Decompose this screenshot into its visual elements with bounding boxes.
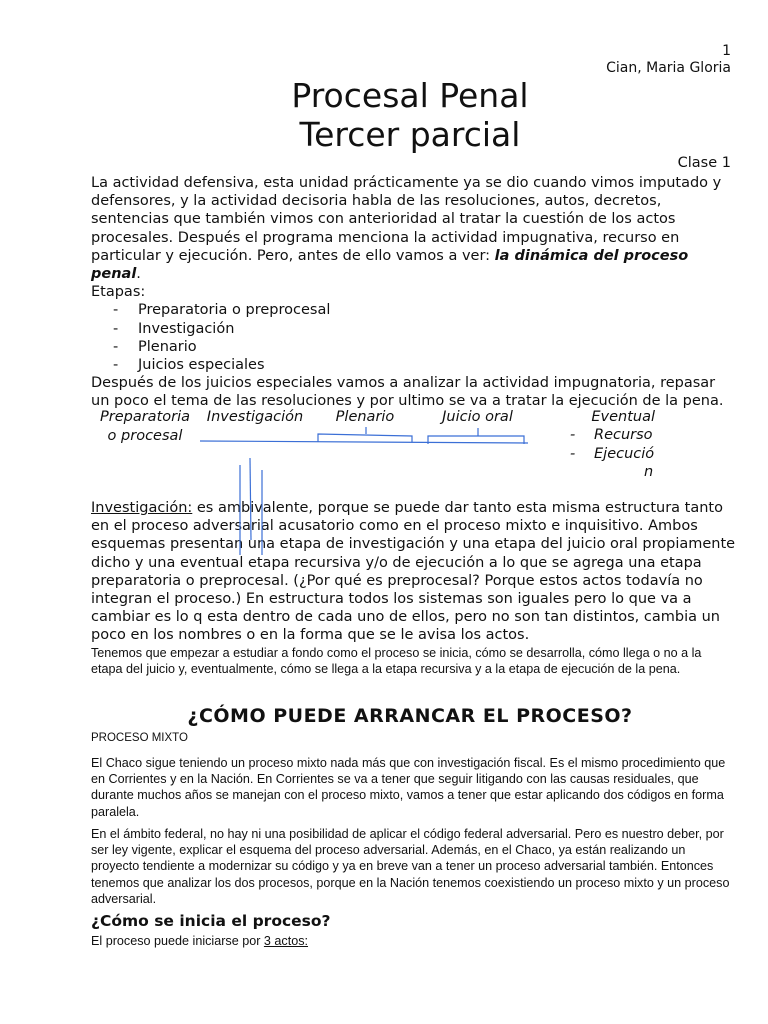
diagram-eventual-list [570, 426, 660, 482]
document-title: Procesal Penal [291, 76, 529, 115]
intro-paragraph: La actividad defensiva, esta unidad prácticamente ya se dio cuando vimos imputado y defensores, y la actividad decisoria habla de las resoluciones, autos, decretos, sentencias que también vimos con anterioridad al tratar la cuestión de los actos procesales. Después el programa menciona la actividad impugnativa, recurso en particular y ejecución. Pero, antes de ello vamos a ver: la dinámica del proceso penal. [91, 175, 722, 283]
etapas-list [91, 301, 736, 374]
list-item: - Ejecució [570, 445, 655, 462]
list-item: n [644, 464, 654, 480]
list-item: - Investigación [113, 320, 235, 337]
list-item: - Plenario [113, 338, 197, 355]
investigacion-paragraph: Investigación: es ambivalente, porque se puede dar tanto esta misma estructura tanto en el proceso adversarial acusatorio como en el proceso mixto e inquisitivo. Ambos esquemas presentan una etapa de investigación y una etapa del juicio oral propiamente dicho y una eventual etapa recursiva y/o de ejecución a lo que se agrega una etapa preparatoria o preprocesal. (¿Por qué es preprocesal? Porque estos actos todavía no integran el proceso.) En estructura todos los sistemas son iguales pero lo que va a cambiar es lo q esta dentro de cada uno de ellos, pero no son tan distintos, cambia un poco en los nombres o en la forma que se le avisa los actos. [91, 500, 736, 644]
page-number: 1 [722, 43, 731, 59]
tenemos-paragraph: Tenemos que empezar a estudiar a fondo como el proceso se inicia, cómo se desarrolla, cómo llega o no a la etapa del juicio y, eventualmente, cómo se llega a la etapa recursiva y a la etapa de ejecución de la pena. [91, 646, 702, 677]
after-list-paragraph: Después de los juicios especiales vamos a analizar la actividad impugnatoria, repasar un poco el tema de las resoluciones y por ultimo se va a tratar la ejecución de la pena. [91, 375, 724, 410]
etapas-label: Etapas: [91, 284, 146, 301]
intro-emphasis: la dinámica del proceso penal [91, 247, 689, 283]
document-subtitle: Tercer parcial [299, 115, 521, 154]
para-chaco: El Chaco sigue teniendo un proceso mixto nada más que con investigación fiscal. Es el mismo procedimiento que en Corrientes y en la Nación. En Corrientes se va a tener que seguir litigando con las causas residuales, que durante muchos años se manejan con el proceso mixto, vamos a tener que estar aplicando dos códigos en forma paralela. [91, 756, 726, 819]
list-item: - Recurso [570, 427, 653, 443]
list-item: - Juicios especiales [113, 357, 265, 374]
para-federal: En el ámbito federal, no hay ni una posibilidad de aplicar el código federal adversarial. Pero es nuestro deber, por ser ley vigente, explicar el esquema del proceso adversarial. Además, en el Chaco, ya están realizando un proyecto tendiente a modernizar su código y ya en breve van a tener un proceso adversarial también. Entonces tenemos que analizar los dos procesos, porque en la Nación tenemos coexistiendo un proceso mixto y un proceso adversarial. [91, 827, 730, 906]
intro-section [91, 174, 736, 411]
investigacion-section [91, 499, 736, 645]
underlined-actos: 3 actos: [263, 934, 309, 948]
class-label: Clase 1 [677, 155, 731, 171]
diagram-col-plenario: Plenario [335, 409, 395, 425]
diagram-col-investigacion: Investigación [206, 409, 304, 425]
author-name: Cian, Maria Gloria [606, 60, 731, 76]
investigacion-label: Investigación: [91, 500, 193, 516]
diagram-col-preparatoria: Preparatoria o procesal [100, 409, 190, 444]
diagram-col-eventual: Eventual [591, 409, 655, 425]
stages-diagram [0, 405, 768, 495]
subsection-label: PROCESO MIXTO [91, 732, 188, 744]
subsection-heading: ¿Cómo se inicia el proceso? [91, 912, 331, 930]
list-item: - Preparatoria o preprocesal [113, 302, 331, 319]
section-heading: ¿CÓMO PUEDE ARRANCAR EL PROCESO? [187, 705, 633, 727]
last-line: El proceso puede iniciarse por 3 actos: [91, 934, 309, 948]
diagram-col-juicio-oral: Juicio oral [442, 409, 513, 425]
